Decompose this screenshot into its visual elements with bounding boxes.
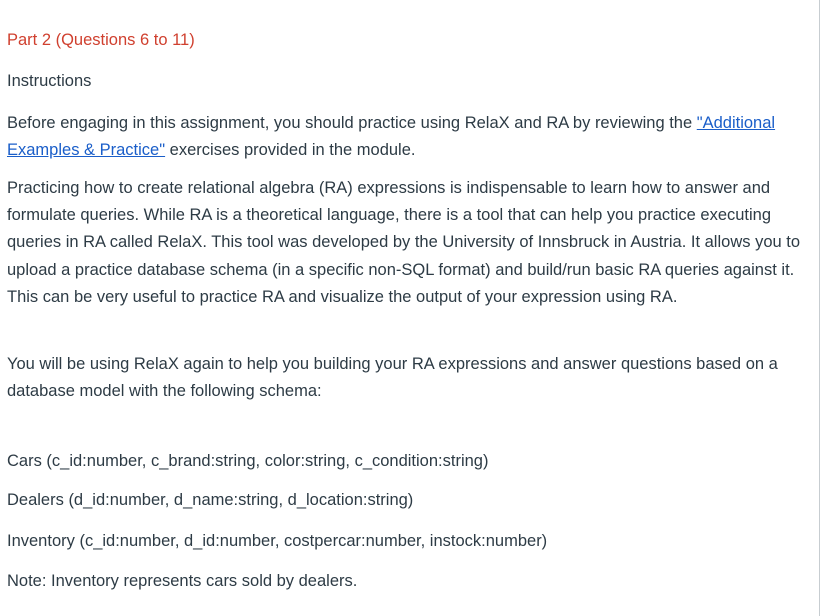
schema-inventory: Inventory (c_id:number, d_id:number, costpercar:number, instock:number): [7, 532, 548, 550]
intro-text-after: exercises provided in the module.: [165, 141, 416, 160]
intro-text-before: Before engaging in this assignment, you should practice using RelaX and RA by reviewing the: [7, 114, 697, 132]
schema-dealers: Dealers (d_id:number, d_name:string, d_location:string): [7, 491, 414, 509]
part-title: Part 2 (Questions 6 to 11): [7, 31, 195, 49]
additional-examples-link[interactable]: "Additional Examples & Practice": [7, 114, 776, 160]
schema-intro-paragraph: You will be using RelaX again to help you building your RA expressions and answer questions based on a database model with the following schema:: [7, 355, 778, 401]
schema-cars: Cars (c_id:number, c_brand:string, color:string, c_condition:string): [7, 452, 489, 470]
relax-description-paragraph: Practicing how to create relational algebra (RA) expressions is indispensable to learn how to answer and formulate queries. While RA is a theoretical language, there is a tool that can help you practice executing queries in RA called RelaX. This tool was developed by the University of Innsbruck in Austria. It allows you to upload a practice database schema (in a specific non-SQL format) and build/run basic RA queries against it. This can be very useful to practice RA and visualize the output of your expression using RA.: [7, 179, 801, 306]
instructions-heading: Instructions: [7, 72, 92, 90]
schema-note: Note: Inventory represents cars sold by dealers.: [7, 572, 358, 590]
intro-paragraph: [7, 110, 807, 164]
